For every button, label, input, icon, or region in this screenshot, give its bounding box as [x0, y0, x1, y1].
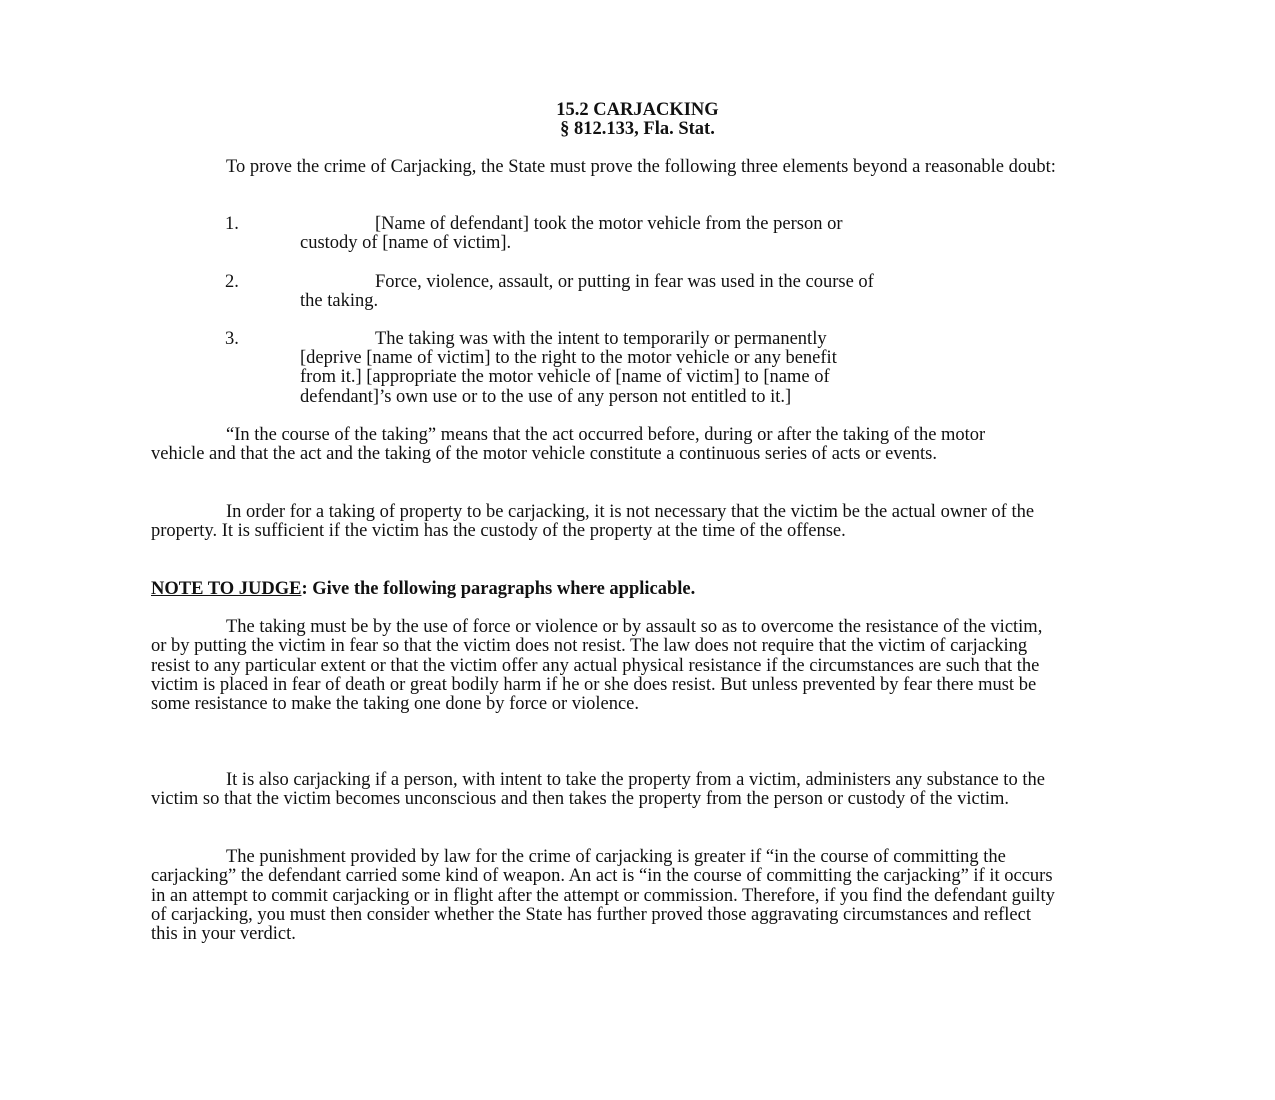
element-1-number: 1. [225, 214, 239, 234]
element-3-line-4: defendant]’s own use or to the use of any person not entitled to it.] [300, 387, 792, 407]
ownership-paragraph: In order for a taking of property to be carjacking, it is not necessary that the victim be the actual owner of the property. It is sufficient if the victim has the custody of the property at the time of the offense. [151, 502, 1035, 542]
note-text: : Give the following paragraphs where applicable. [301, 579, 696, 599]
element-1-rest: custody of [name of victim]. [300, 233, 512, 253]
element-3-number: 3. [225, 329, 239, 349]
element-1-first-line: [Name of defendant] took the motor vehicle from the person or [375, 214, 843, 234]
punishment-paragraph: The punishment provided by law for the crime of carjacking is greater if “in the course of committing the carjacking” the defendant carried some kind of weapon. An act is “in the course of committing the carjacking” if it occurs in an attempt to commit carjacking or in flight after the attempt or commission. Therefore, if you find the defendant guilty of carjacking, you must then consider whether the State has further proved those aggravating circumstances and reflect this in your verdict. [151, 847, 1055, 945]
element-3-line-2: [deprive [name of victim] to the right to the motor vehicle or any benefit [300, 348, 837, 368]
note-label: NOTE TO JUDGE [151, 579, 302, 599]
element-2-first-line: Force, violence, assault, or putting in fear was used in the course of [375, 272, 874, 292]
element-3-first-line: The taking was with the intent to temporarily or permanently [375, 329, 827, 349]
element-3-line-3: from it.] [appropriate the motor vehicle of [name of victim] to [name of [300, 367, 830, 387]
element-2-number: 2. [225, 272, 239, 292]
document-title: 15.2 CARJACKING [556, 100, 719, 120]
substance-paragraph: It is also carjacking if a person, with intent to take the property from a victim, administers any substance to the victim so that the victim becomes unconscious and then takes the property from the person or custody of the victim. [151, 770, 1045, 810]
note-to-judge [151, 580, 1081, 599]
statute-citation: § 812.133, Fla. Stat. [560, 119, 715, 139]
course-of-taking-paragraph: “In the course of the taking” means that the act occurred before, during or after the taking of the motor vehicle and that the act and the taking of the motor vehicle constitute a continuous series of acts or events. [151, 425, 986, 465]
element-2-rest: the taking. [300, 291, 379, 311]
force-violence-paragraph: The taking must be by the use of force or violence or by assault so as to overcome the resistance of the victim, or by putting the victim in fear so that the victim does not resist. The law does not require that the victim of carjacking resist to any particular extent or that the victim offer any actual physical resistance if the circumstances are such that the victim is placed in fear of death or great bodily harm if he or she does resist. But unless prevented by fear there must be some resistance to make the taking one done by force or violence. [151, 617, 1043, 715]
intro-paragraph: To prove the crime of Carjacking, the State must prove the following three elements beyond a reasonable doubt: [226, 157, 1056, 177]
